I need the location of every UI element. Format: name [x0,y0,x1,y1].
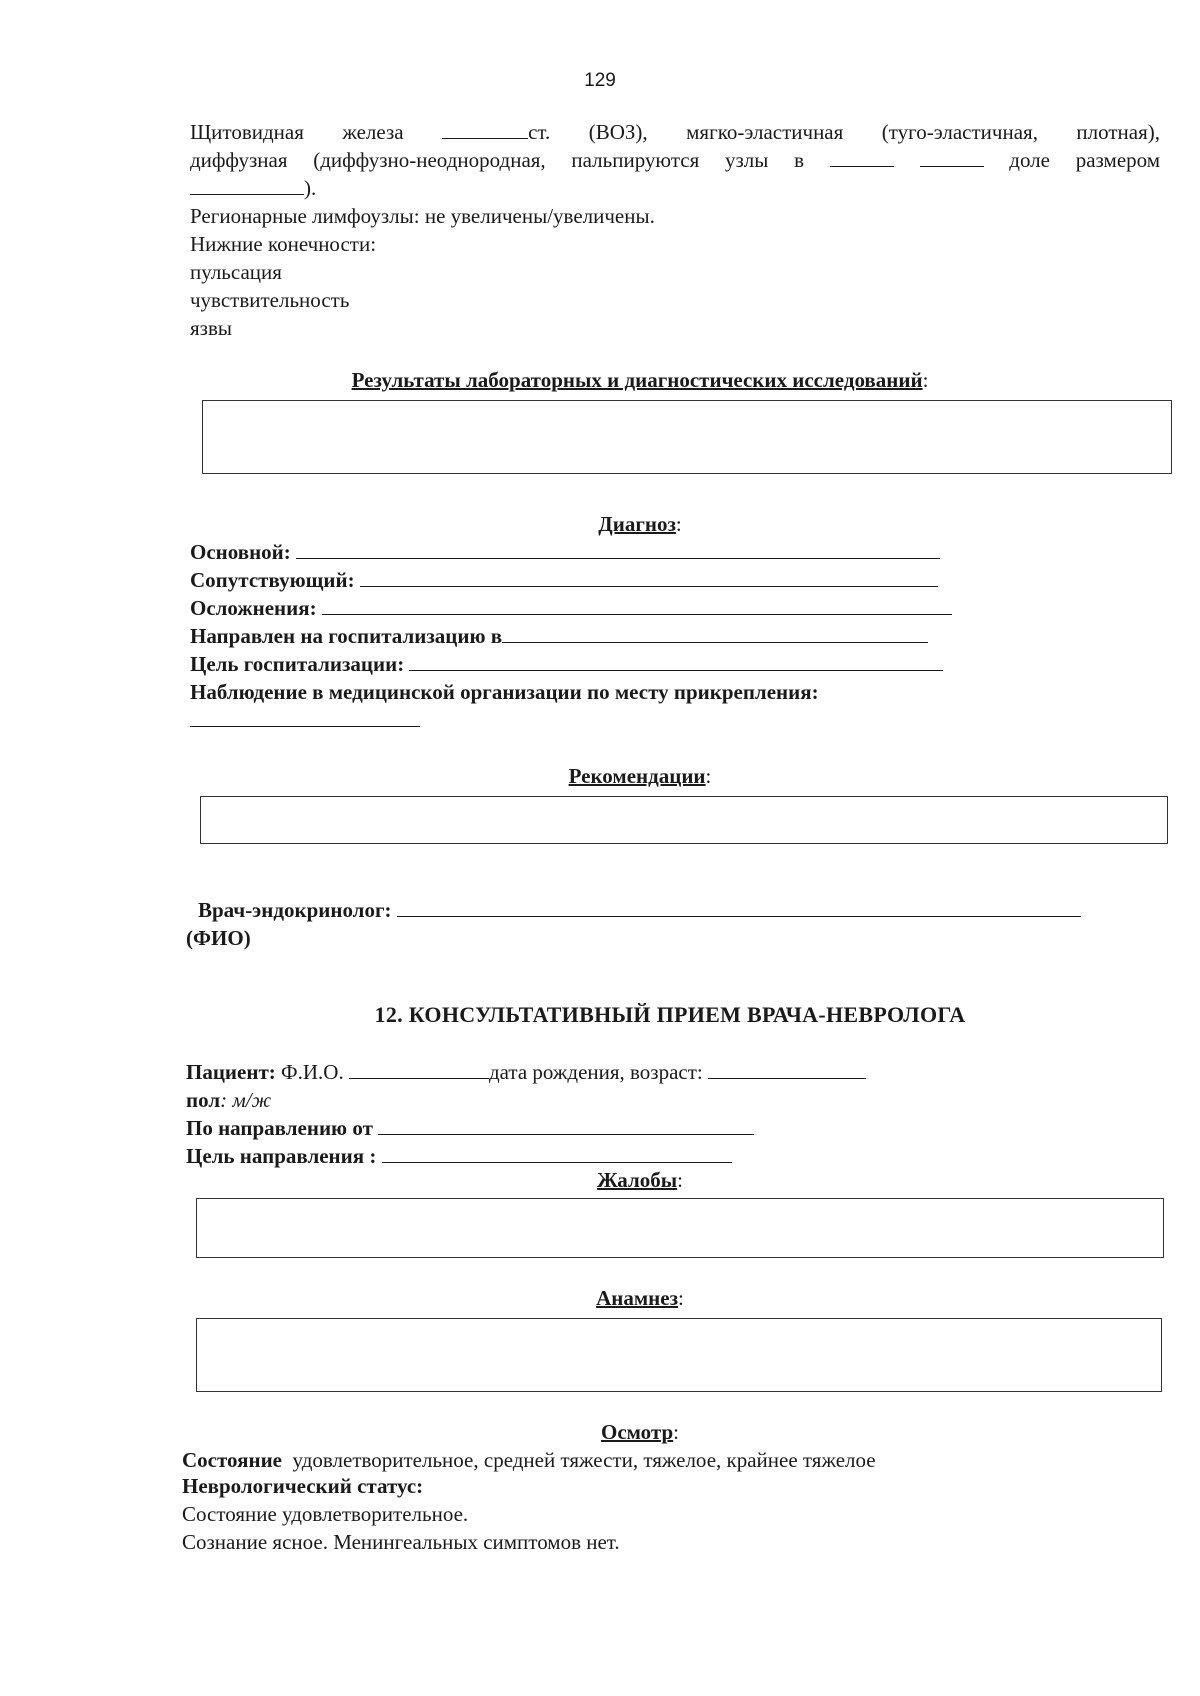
anamnesis-box[interactable] [196,1318,1162,1392]
anamnesis-heading-text: Анамнез [596,1286,679,1310]
complaints-heading-text: Жалобы [597,1168,678,1192]
hospital-referral-blank[interactable] [502,624,928,643]
endocrinologist-blank[interactable] [397,898,1081,917]
neuro-status-label: Неврологический статус: [182,1474,424,1498]
diagnosis-concomitant-label: Сопутствующий: [190,568,355,592]
thyroid-node-blank-1[interactable] [830,148,894,167]
hospital-purpose-field [190,650,943,678]
anamnesis-heading [0,1284,1200,1312]
thyroid-line-1-rest: ст. (ВОЗ), мягко-эластичная (туго-эластичная, плотная), [528,120,1161,144]
endocrinologist-field [198,896,1081,924]
thyroid-line-3-end: ). [304,176,317,200]
lab-results-box[interactable] [202,400,1172,474]
hospital-purpose-blank[interactable] [409,652,943,671]
lab-results-colon: : [922,368,929,392]
referral-purpose-blank[interactable] [382,1144,732,1163]
complaints-box[interactable] [196,1198,1164,1258]
complaints-colon: : [677,1168,683,1192]
thyroid-line-3 [190,174,316,202]
pulsation-line: пульсация [190,260,282,284]
diagnosis-main-blank[interactable] [296,540,940,559]
thyroid-line-2-end: доле размером [1009,148,1161,172]
examination-heading-text: Осмотр [600,1420,674,1444]
diagnosis-colon: : [675,512,682,536]
diagnosis-complications-field [190,594,952,622]
diagnosis-complications-blank[interactable] [322,596,952,615]
recommendations-heading [0,762,1200,790]
lab-results-heading [0,366,1200,394]
lower-limbs-line: Нижние конечности: [190,232,377,256]
condition-line [182,1446,876,1474]
thyroid-line-1 [190,118,1160,146]
anamnesis-colon: : [678,1286,684,1310]
thyroid-node-blank-2[interactable] [920,148,984,167]
diagnosis-heading-text: Диагноз [598,512,676,536]
complaints-heading [0,1166,1200,1194]
patient-line [186,1058,866,1086]
thyroid-line-2 [190,146,1160,174]
lymph-nodes-line: Регионарные лимфоузлы: не увеличены/увеличены. [190,204,655,228]
referral-purpose-label: Цель направления : [186,1144,377,1168]
observation-blank-line [190,706,420,734]
hospital-purpose-label: Цель госпитализации: [190,652,405,676]
page-number: 129 [584,70,616,91]
patient-sex-value: : м/ж [220,1088,272,1112]
lab-results-heading-text: Результаты лабораторных и диагностических исследований [351,368,923,392]
patient-sex-label: пол [186,1088,221,1112]
thyroid-degree-blank[interactable] [442,120,528,139]
patient-sex-line [186,1086,271,1114]
endocrinologist-fio: (ФИО) [186,926,251,950]
diagnosis-heading [0,510,1200,538]
neuro-status-line-1: Состояние удовлетворительное. [182,1502,469,1526]
patient-dob-label: дата рождения, возраст: [488,1060,703,1084]
recommendations-colon: : [705,764,712,788]
observation-field [190,678,819,706]
thyroid-size-blank[interactable] [190,176,304,195]
examination-heading [0,1418,1200,1446]
patient-fio-blank[interactable] [349,1060,489,1079]
condition-options: удовлетворительное, средней тяжести, тяжелое, крайнее тяжелое [292,1448,876,1472]
sensitivity-line: чувствительность [190,288,350,312]
observation-blank[interactable] [190,708,420,727]
hospital-referral-field [190,622,928,650]
recommendations-heading-text: Рекомендации [568,764,706,788]
diagnosis-concomitant-blank[interactable] [360,568,938,587]
ulcers-line: язвы [190,316,232,340]
referral-from-blank[interactable] [378,1116,754,1135]
condition-label: Состояние [182,1448,283,1472]
diagnosis-main-field [190,538,940,566]
examination-colon: : [673,1420,679,1444]
patient-label: Пациент: [186,1060,276,1084]
hospital-referral-label: Направлен на госпитализацию в [190,624,503,648]
thyroid-line-2-text: диффузная (диффузно-неоднородная, пальпируются узлы в [190,148,805,172]
thyroid-label: Щитовидная железа [190,120,404,144]
section-12-title: 12. КОНСУЛЬТАТИВНЫЙ ПРИЕМ ВРАЧА-НЕВРОЛОГА [374,1002,966,1027]
patient-dob-blank[interactable] [708,1060,866,1079]
diagnosis-concomitant-field [190,566,938,594]
patient-fio-label: Ф.И.О. [281,1060,344,1084]
diagnosis-complications-label: Осложнения: [190,596,317,620]
referral-from-field [186,1114,754,1142]
diagnosis-main-label: Основной: [190,540,291,564]
referral-from-label: По направлению от [186,1116,373,1140]
neuro-status-line-2: Сознание ясное. Менингеальных симптомов нет. [182,1530,620,1554]
observation-label: Наблюдение в медицинской организации по месту прикрепления: [190,680,819,704]
recommendations-box[interactable] [200,796,1168,844]
endocrinologist-label: Врач-эндокринолог: [198,898,392,922]
